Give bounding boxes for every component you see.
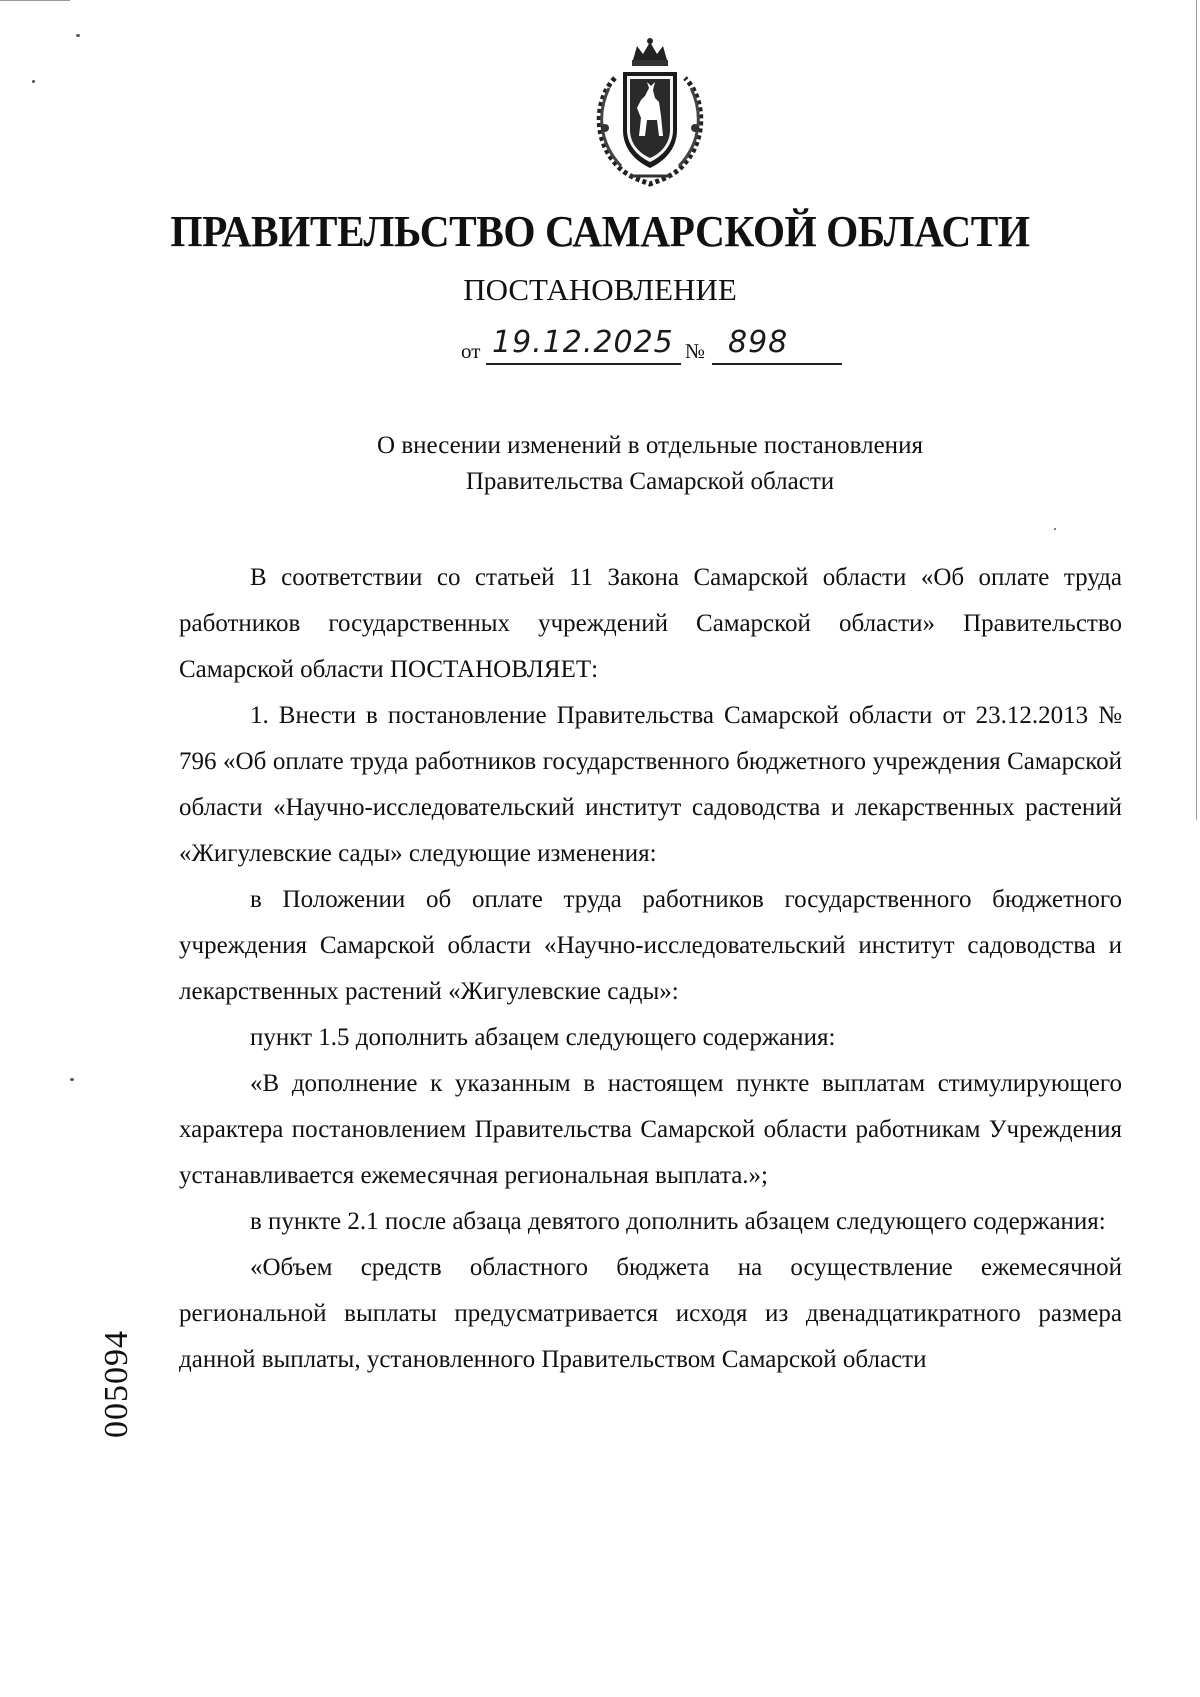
scan-edge-mark — [0, 0, 70, 1]
scan-speck — [32, 80, 35, 83]
scan-speck — [70, 1078, 74, 1081]
date-number-line — [0, 325, 1200, 365]
body-paragraph: в Положении об оплате труда работников государственного бюджетного учреждения Самарской области «Научно-исследовательский институт садоводства и лекарственных растений «Жигулевские сады»: — [179, 886, 1122, 1005]
number-prefix: № — [685, 339, 706, 363]
subject-line-1: О внесении изменений в отдельные постановления — [377, 432, 923, 459]
handwritten-date: 19.12.2025 — [492, 325, 674, 360]
margin-serial-number: 005094 — [98, 1330, 135, 1438]
body-paragraph: «В дополнение к указанным в настоящем пункте выплатам стимулирующего характера постановлением Правительства Самарской области работникам Учреждения устанавливается ежемесячная региональная выплата.»; — [179, 1070, 1122, 1189]
scan-edge-mark — [1196, 0, 1197, 820]
document-body — [179, 555, 1122, 1383]
body-paragraph: В соответствии со статьей 11 Закона Самарской области «Об оплате труда работников государственных учреждений Самарской области» Правительство Самарской области ПОСТАНОВЛЯЕТ: — [179, 564, 1122, 683]
body-paragraph: в пункте 2.1 после абзаца девятого дополнить абзацем следующего содержания: — [250, 1208, 1106, 1235]
number-underline — [712, 363, 842, 365]
samara-coat-of-arms-icon — [585, 38, 715, 188]
body-paragraph: пункт 1.5 дополнить абзацем следующего содержания: — [250, 1024, 836, 1051]
date-prefix: от — [461, 339, 481, 363]
scan-speck — [76, 34, 80, 37]
body-paragraph: 1. Внести в постановление Правительства Самарской области от 23.12.2013 № 796 «Об оплате труда работников государственного бюджетного учреждения Самарской области «Научно-исследовательский институт садоводства и лекарственных растений «Жигулевские сады» следующие изменения: — [179, 702, 1122, 867]
government-title: ПРАВИТЕЛЬСТВО САМАРСКОЙ ОБЛАСТИ — [170, 207, 1030, 256]
date-underline — [486, 363, 681, 365]
document-subject — [0, 428, 1200, 500]
scan-speck — [1054, 528, 1056, 530]
document-type: ПОСТАНОВЛЕНИЕ — [463, 272, 737, 307]
handwritten-number: 898 — [728, 325, 789, 360]
subject-line-2: Правительства Самарской области — [465, 468, 835, 495]
body-paragraph: «Объем средств областного бюджета на осуществление ежемесячной региональной выплаты предусматривается исходя из двенадцатикратного размера данной выплаты, установленного Правительством Самарской области — [179, 1254, 1122, 1373]
